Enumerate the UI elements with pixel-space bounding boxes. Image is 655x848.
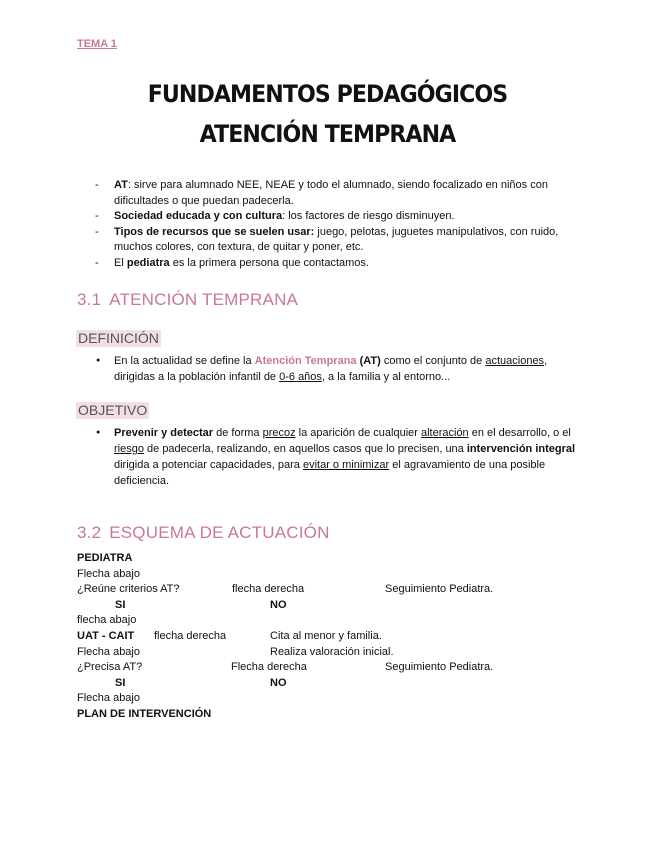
section-3-1-heading: 3.1 ATENCIÓN TEMPRANA <box>77 290 299 309</box>
intro-item-recursos: - Tipos de recursos que se suelen usar: juego, pelotas, juguetes manipulativos, con ruido, muchos colores, con textura, de quitar y poner, etc. <box>95 225 575 256</box>
scheme-row-10: Flecha abajo <box>77 692 140 704</box>
tema-label: TEMA 1 <box>77 38 117 50</box>
intro-item-at: - AT: sirve para alumnado NEE, NEAE y todo el alumnado, siendo focalizado en niños con dificultades o que puedan padecerla. <box>95 178 575 209</box>
scheme-row-1: PEDIATRA <box>77 552 133 564</box>
scheme-row-4: SI NO <box>115 599 287 611</box>
intro-item-sociedad: - Sociedad educada y con cultura: los factores de riesgo disminuyen. <box>95 209 575 225</box>
scheme-row-11: PLAN DE INTERVENCIÓN <box>77 708 212 720</box>
scheme-row-3: ¿Reúne criterios AT? flecha derecha Seguimiento Pediatra. <box>77 583 494 595</box>
definicion-heading: DEFINICIÓN <box>78 330 159 346</box>
title-line-2: ATENCIÓN TEMPRANA <box>199 120 456 148</box>
scheme-row-6: UAT - CAIT flecha derecha Cita al menor y familia. <box>77 630 382 642</box>
title-line-1: FUNDAMENTOS PEDAGÓGICOS <box>147 80 508 108</box>
intro-list <box>95 178 575 271</box>
objetivo-heading: OBJETIVO <box>78 402 148 418</box>
definicion-list <box>96 353 576 385</box>
scheme-row-8: ¿Precisa AT? Flecha derecha Seguimiento Pediatra. <box>77 661 494 673</box>
intro-item-pediatra: - El pediatra es la primera persona que contactamos. <box>95 256 575 272</box>
scheme-row-5: flecha abajo <box>77 614 137 626</box>
definicion-item: ● En la actualidad se define la Atención Temprana (AT) como el conjunto de actuaciones, dirigidas a la población infantil de 0-6 años, a la familia y al entorno... <box>96 353 576 385</box>
section-3-2-heading: 3.2 ESQUEMA DE ACTUACIÓN <box>77 523 330 542</box>
scheme-row-7: Flecha abajo Realiza valoración inicial. <box>77 646 394 658</box>
objetivo-item: ● Prevenir y detectar de forma precoz la aparición de cualquier alteración en el desarrollo, o el riesgo de padecerla, realizando, en aquellos casos que lo precisen, una intervención integral dirigida a potenciar capacidades, para evitar o minimizar el agravamiento de una posible deficiencia. <box>96 425 576 489</box>
scheme-row-2: Flecha abajo <box>77 568 140 580</box>
objetivo-list <box>96 425 576 489</box>
scheme-row-9: SI NO <box>115 677 287 689</box>
